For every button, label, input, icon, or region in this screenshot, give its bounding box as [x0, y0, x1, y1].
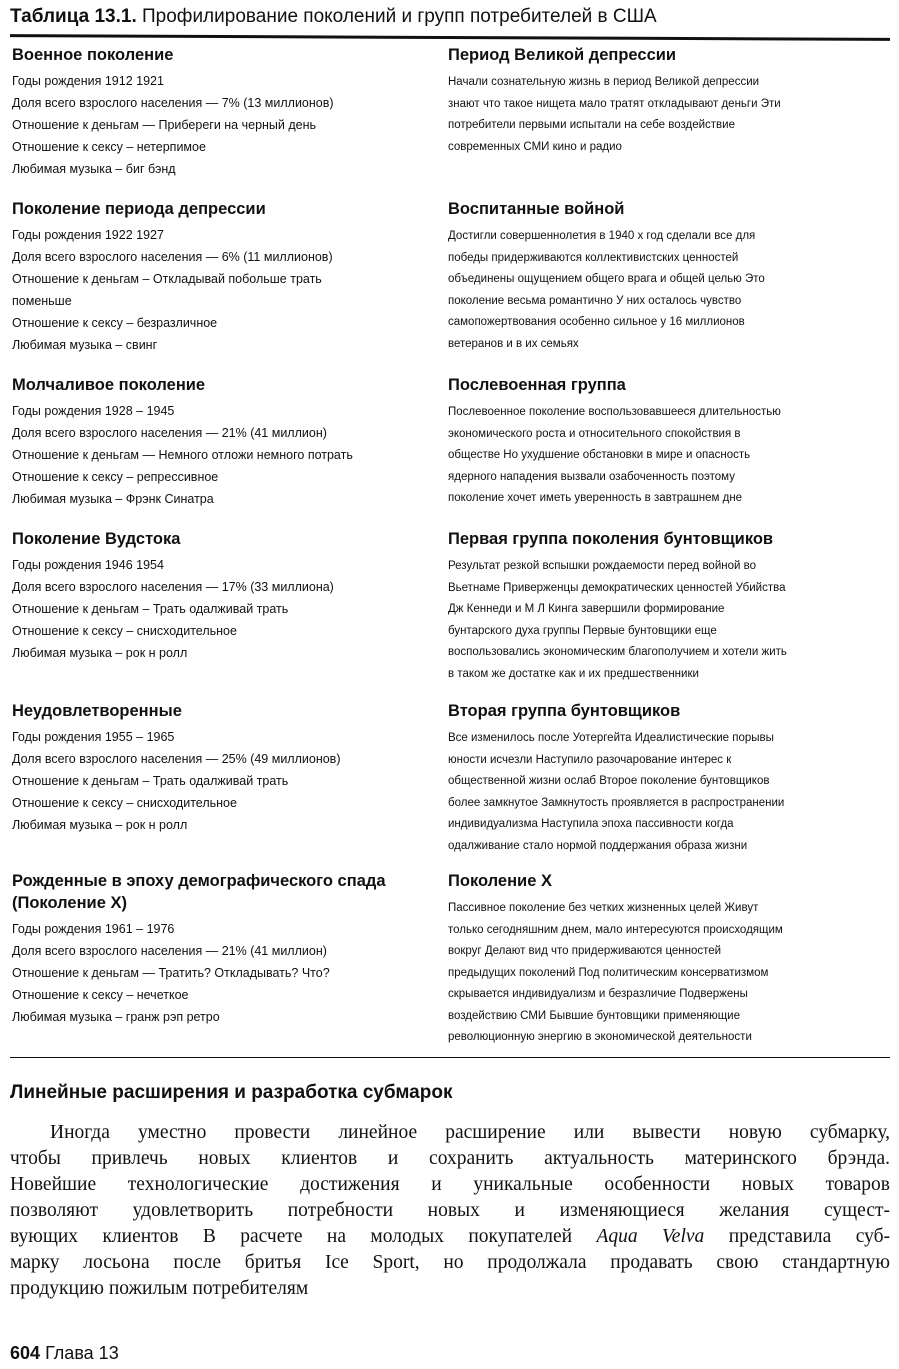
detail-line: Отношение к деньгам — Тратить? Откладывать? Что? [12, 966, 330, 980]
group-heading: Вторая группа бунтовщиков [448, 702, 681, 720]
detail-line: Годы рождения 1912 1921 [12, 74, 164, 88]
group-description [448, 226, 888, 355]
detail-line: Годы рождения 1961 – 1976 [12, 922, 175, 936]
group-entry [448, 870, 888, 1049]
detail-line: Годы рождения 1946 1954 [12, 558, 164, 572]
generation-details [12, 554, 432, 664]
paragraph-line: Иногда уместно провести линейное расширение или вывести новую субмарку, [50, 1122, 890, 1143]
description-line: индивидуализма Наступила эпоха пассивности когда [448, 818, 734, 830]
generation-details [12, 726, 432, 836]
detail-line: Отношение к сексу – снисходительное [12, 796, 237, 810]
detail-line: Доля всего взрослого населения — 21% (41 миллион) [12, 426, 327, 440]
paragraph-line: позволяют удовлетворить потребности новых и изменяющиеся желания сущест- [10, 1200, 890, 1221]
description-line: экономического роста и относительного спокойствия в [448, 427, 741, 440]
generation-heading: Поколение Вудстока [12, 530, 181, 548]
generation-heading: Военное поколение [12, 46, 174, 64]
group-heading: Поколение X [448, 872, 552, 890]
group-entry [448, 44, 888, 158]
generation-details [12, 224, 432, 356]
paragraph-line: продукцию пожилым потребителям [10, 1278, 309, 1299]
table-caption [10, 4, 890, 30]
detail-line: Годы рождения 1928 – 1945 [12, 404, 175, 418]
description-line: только сегодняшним днем, мало интересуются происходящим [448, 923, 783, 936]
generation-entry [12, 374, 432, 510]
detail-line: Любимая музыка – гранж рэп ретро [12, 1010, 220, 1024]
description-line: Все изменилось после Уотергейта Идеалистические порывы [448, 732, 774, 744]
detail-line: Отношение к сексу – нечеткое [12, 988, 189, 1002]
description-line: бунтарского духа группы Первые бунтовщики еще [448, 624, 717, 637]
description-line: Начали сознательную жизнь в период Великой депрессии [448, 76, 760, 88]
group-heading: Первая группа поколения бунтовщиков [448, 530, 774, 548]
generation-details [12, 70, 432, 180]
detail-line: Любимая музыка – рок н ролл [12, 646, 188, 660]
detail-line: Доля всего взрослого населения — 7% (13 миллионов) [12, 96, 334, 110]
group-entry [448, 528, 888, 685]
generation-heading: Неудовлетворенные [12, 702, 182, 720]
description-line: поколение хочет иметь уверенность в завтрашнем дне [448, 492, 743, 504]
detail-line: Доля всего взрослого населения — 6% (11 миллионов) [12, 250, 333, 264]
group-entry [448, 374, 888, 510]
generation-heading: Молчаливое поколение [12, 376, 206, 394]
table-bottom-rule [10, 1057, 890, 1058]
detail-line: Отношение к сексу – снисходительное [12, 624, 237, 638]
description-line: скрывается индивидуализм и безразличие Подвержены [448, 988, 748, 1000]
generation-heading: Рожденные в эпоху демографического спада [12, 872, 386, 890]
description-line: воспользовались экономическим благополучием и хотели жить [448, 646, 787, 658]
detail-line: Доля всего взрослого населения — 21% (41 миллион) [12, 944, 327, 958]
table-caption-label: Таблица 13.1. [10, 6, 137, 27]
generation-details [12, 918, 432, 1028]
group-description [448, 72, 888, 158]
group-description [448, 556, 888, 685]
detail-line: Отношение к сексу – безразличное [12, 316, 218, 330]
detail-line: Отношение к деньгам – Трать одалживай трать [12, 602, 289, 616]
detail-line: поменьше [12, 294, 72, 308]
section-heading: Линейные расширения и разработка субмарок [10, 1082, 453, 1103]
description-line: воздействию СМИ Бывшие бунтовщики применяющие [448, 1009, 740, 1022]
generation-entry [12, 700, 432, 836]
group-description [448, 402, 888, 510]
description-line: победы придерживаются коллективистских ценностей [448, 251, 739, 264]
detail-line: Отношение к деньгам – Трать одалживай трать [12, 774, 289, 788]
description-line: обществе Но ухудшение обстановки в мире и опасность [448, 449, 751, 461]
description-line: вокруг Делают вид что придерживаются ценностей [448, 945, 722, 957]
description-line: Вьетнаме Приверженцы демократических ценностей Убийства [448, 581, 786, 594]
generation-entry [12, 198, 432, 356]
detail-line: Отношение к деньгам – Откладывай побольше трать [12, 272, 322, 286]
description-line: современных СМИ кино и радио [448, 140, 622, 153]
generation-details [12, 400, 432, 510]
table-top-rule [10, 34, 890, 41]
description-line: Достигли совершеннолетия в 1940 х год сделали все для [448, 230, 756, 242]
generation-entry [12, 870, 432, 1028]
description-line: одалживание стало нормой поддержания образа жизни [448, 839, 748, 852]
detail-line: Любимая музыка – рок н ролл [12, 818, 188, 832]
detail-line: Любимая музыка – биг бэнд [12, 162, 176, 176]
detail-line: Любимая музыка – свинг [12, 338, 158, 352]
description-line: объединены ощущением общего врага и общей целью Это [448, 273, 765, 285]
body-paragraph [10, 1120, 890, 1302]
description-line: Послевоенное поколение воспользовавшееся длительностью [448, 406, 781, 418]
group-description [448, 728, 888, 857]
detail-line: Доля всего взрослого населения — 17% (33 миллиона) [12, 580, 334, 594]
description-line: Пассивное поколение без четких жизненных целей Живут [448, 902, 759, 914]
description-line: знают что такое нищета мало тратят откладывают деньги Эти [448, 97, 781, 110]
detail-line: Доля всего взрослого населения — 25% (49 миллионов) [12, 752, 341, 766]
detail-line: Отношение к сексу – нетерпимое [12, 140, 206, 154]
generation-entry [12, 44, 432, 180]
description-line: ветеранов и в их семьях [448, 337, 579, 350]
detail-line: Отношение к сексу – репрессивное [12, 470, 219, 484]
detail-line: Отношение к деньгам — Прибереги на черный день [12, 118, 317, 132]
paragraph-text: вующих клиентов В расчете на молодых покупателей [10, 1226, 573, 1247]
detail-line: Годы рождения 1955 – 1965 [12, 730, 175, 744]
paragraph-line: чтобы привлечь новых клиентов и сохранить актуальность материнского брэнда. [10, 1148, 890, 1169]
generation-entry [12, 528, 432, 664]
detail-line: Годы рождения 1922 1927 [12, 228, 164, 242]
paragraph-line: Новейшие технологические достижения и уникальные особенности новых товаров [10, 1174, 890, 1195]
brand-name: Aqua Velva [596, 1226, 705, 1247]
description-line: потребители первыми испытали на себе воздействие [448, 119, 735, 131]
paragraph-text: представила суб- [728, 1226, 890, 1247]
table-caption-title: Профилирование поколений и групп потребителей в США [142, 6, 657, 27]
description-line: революционную энергию в экономической деятельности [448, 1031, 752, 1043]
detail-line: Отношение к деньгам — Немного отложи немного потрать [12, 448, 353, 462]
description-line: общественной жизни ослаб Второе поколение бунтовщиков [448, 775, 770, 787]
page-footer [10, 1342, 119, 1364]
group-heading: Воспитанные войной [448, 200, 625, 218]
group-description [448, 898, 888, 1049]
generation-heading: Поколение периода депрессии [12, 200, 266, 218]
paragraph-line: марку лосьона после бритья Ice Sport, но продолжала продавать свою стандартную [10, 1252, 890, 1273]
page-number: 604 [10, 1343, 41, 1363]
description-line: ядерного нападения вызвали озабоченность поэтому [448, 470, 735, 483]
description-line: в таком же достатке как и их предшественники [448, 667, 699, 680]
group-heading: Послевоенная группа [448, 376, 626, 394]
paragraph-line [10, 1224, 890, 1250]
description-line: самопожертвования особенно сильное у 16 миллионов [448, 316, 745, 328]
description-line: более замкнутое Замкнутость проявляется в распространении [448, 796, 785, 809]
detail-line: Любимая музыка – Фрэнк Синатра [12, 492, 214, 506]
description-line: Дж Кеннеди и М Л Кинга завершили формирование [448, 603, 725, 615]
group-entry [448, 700, 888, 857]
description-line: Результат резкой вспышки рождаемости перед войной во [448, 560, 756, 572]
group-heading: Период Великой депрессии [448, 46, 677, 64]
description-line: предыдущих поколений Под политическим консерватизмом [448, 966, 769, 979]
generation-heading-line2: (Поколение X) [12, 894, 127, 912]
chapter-label: Глава 13 [45, 1343, 119, 1363]
description-line: юности исчезли Наступило разочарование интерес к [448, 753, 732, 766]
description-line: поколение весьма романтично У них осталось чувство [448, 294, 742, 307]
group-entry [448, 198, 888, 355]
